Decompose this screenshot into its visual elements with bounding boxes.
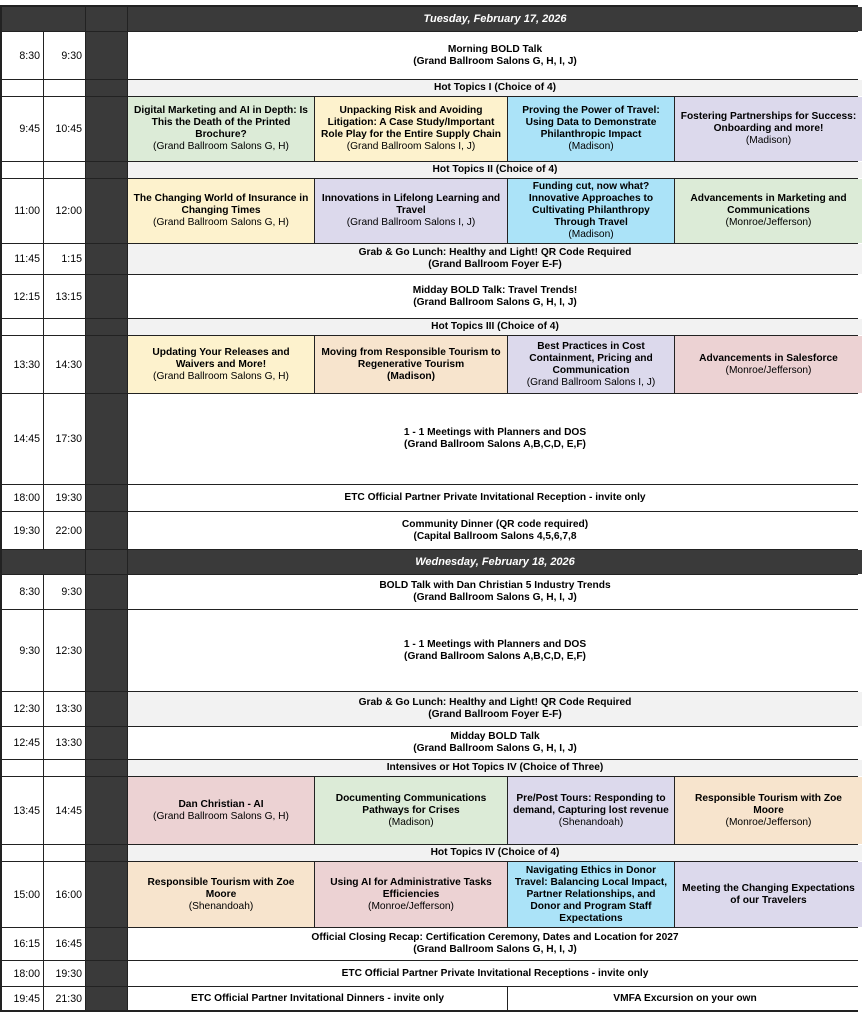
session-cell [675,777,862,844]
start-time: 19:45 [2,987,43,1010]
session-location: (Grand Ballroom Salons G, H) [153,217,289,228]
end-time: 22:00 [44,512,85,549]
divider-bar [86,32,127,79]
session-content [512,181,670,241]
start-time: 9:45 [2,97,43,161]
start-time: 18:00 [2,485,43,511]
divider-bar [86,80,127,96]
start-time: 19:30 [2,512,43,549]
session-title: Innovations in Lifelong Learning and Travel [321,193,501,216]
session-location: (Madison) [745,135,792,146]
session-content [319,877,503,913]
end-time: 12:30 [44,610,85,691]
event-content [311,932,678,956]
event-cell [128,928,862,960]
session-title: Moving from Responsible Tourism to Regenerative Tourism [321,346,501,370]
section-heading: Hot Topics IV (Choice of 4) [128,845,862,861]
session-title: Meeting the Changing Expectations of our Travelers [682,882,855,906]
divider-bar [86,394,127,484]
divider-bar [86,928,127,960]
event-location: (Grand Ballroom Salons G, H, I, J) [413,592,577,603]
session-title: Responsible Tourism with Zoe Moore [147,876,295,900]
start-time: 16:15 [2,928,43,960]
end-time: 19:30 [44,485,85,511]
session-location: (Grand Ballroom Salons G, H) [153,141,289,152]
session-location: (Shenandoah) [558,816,624,828]
session-title: Fostering Partnerships for Success: Onboarding and more! [680,111,857,134]
divider-bar [86,777,127,844]
session-content [319,193,503,229]
session-title: Documenting Communications Pathways for Crises [335,792,487,816]
session-content [319,793,503,829]
section-heading: Hot Topics I (Choice of 4) [128,80,862,96]
schedule-grid [0,5,858,1012]
session-cell [315,97,507,161]
time-start-cell [2,80,43,96]
event-content [413,731,577,755]
start-time: 12:15 [2,275,43,318]
end-time: 14:45 [44,777,85,844]
session-title: Proving the Power of Travel: Using Data to Demonstrate Philanthropic Impact [522,105,660,140]
end-time: 14:30 [44,336,85,393]
session-content [512,865,670,925]
start-time: 12:30 [2,692,43,726]
start-time: 15:00 [2,862,43,927]
event-cell [128,394,862,484]
session-content [153,799,289,823]
start-time: 11:45 [2,244,43,274]
divider-bar [86,336,127,393]
session-location: (Grand Ballroom Salons I, J) [346,141,476,152]
session-content [512,793,670,829]
event-title: Community Dinner (QR code required) [401,518,589,530]
session-title: Dan Christian - AI [178,798,264,810]
session-location: (Monroe/Jefferson) [368,900,454,912]
session-content [132,877,310,913]
time-end-cell [44,319,85,335]
session-location: (Monroe/Jefferson) [725,816,812,828]
session-cell [675,179,862,243]
session-content [319,347,503,383]
section-heading: Hot Topics II (Choice of 4) [128,162,862,178]
session-location: (Grand Ballroom Salons G, H) [153,810,289,822]
divider-bar [86,7,127,31]
day-header: Tuesday, February 17, 2026 [128,7,862,31]
event-content [404,639,586,663]
event-title: Midday BOLD Talk [450,731,540,742]
time-start-cell [2,162,43,178]
start-time: 14:45 [2,394,43,484]
session-cell [508,862,674,927]
event-location: (Grand Ballroom Foyer E-F) [428,709,562,720]
event-title: Midday BOLD Talk: Travel Trends! [412,284,578,296]
event-location: (Grand Ballroom Salons G, H, I, J) [413,55,577,67]
divider-bar [86,319,127,335]
divider-bar [86,845,127,861]
session-location: (Shenandoah) [188,900,254,912]
event-cell [128,512,862,549]
end-time: 1:15 [44,244,85,274]
session-title: Responsible Tourism with Zoe Moore [695,792,842,816]
event-location: (Grand Ballroom Salons A,B,C,D, E,F) [404,650,586,662]
header-spacer [2,550,85,574]
session-content [319,105,503,153]
event-right: VMFA Excursion on your own [508,987,862,1010]
event-location: (Grand Ballroom Foyer E-F) [428,259,562,270]
section-heading: Hot Topics III (Choice of 4) [128,319,862,335]
session-content [512,105,670,153]
start-time: 18:00 [2,961,43,986]
day-header: Wednesday, February 18, 2026 [128,550,862,574]
session-location: (Madison) [386,370,436,382]
time-start-cell [2,845,43,861]
event-title: 1 - 1 Meetings with Planners and DOS [403,638,587,650]
event-content [359,697,632,721]
start-time: 8:30 [2,32,43,79]
session-content [512,341,670,389]
event-location: (Grand Ballroom Salons G, H, I, J) [413,296,577,308]
session-cell [675,97,862,161]
event-content [359,247,632,271]
session-content [132,193,310,229]
session-cell [508,777,674,844]
session-content [699,353,838,377]
end-time: 16:45 [44,928,85,960]
event-content [379,580,610,604]
session-location: (Monroe/Jefferson) [725,217,812,228]
end-time: 9:30 [44,575,85,609]
event-location: (Grand Ballroom Salons G, H, I, J) [413,944,577,955]
session-cell [315,336,507,393]
session-title: Unpacking Risk and Avoiding Litigation: A Case Study/Important Role Play for the Entire Supply Chain [320,105,501,140]
end-time: 16:00 [44,862,85,927]
session-cell [315,777,507,844]
event-cell [128,961,862,986]
end-time: 17:30 [44,394,85,484]
session-cell [675,336,862,393]
start-time: 8:30 [2,575,43,609]
end-time: 19:30 [44,961,85,986]
event-left: ETC Official Partner Invitational Dinners - invite only [128,987,507,1010]
start-time: 11:00 [2,179,43,243]
session-title: Funding cut, now what? Innovative Approaches to Cultivating Philanthropy Through Travel [528,181,654,228]
session-title: Advancements in Marketing and Communications [690,193,847,216]
event-content [344,492,645,504]
event-content [413,285,578,309]
divider-bar [86,961,127,986]
event-cell [128,575,862,609]
time-end-cell [44,80,85,96]
event-cell [128,275,862,318]
session-location: (Monroe/Jefferson) [725,364,812,376]
event-cell [128,32,862,79]
divider-bar [86,575,127,609]
time-end-cell [44,845,85,861]
start-time: 9:30 [2,610,43,691]
event-location: (Capital Ballroom Salons 4,5,6,7,8 [413,530,577,542]
event-cell [128,610,862,691]
event-cell [128,244,862,274]
session-cell [128,777,314,844]
start-time: 13:45 [2,777,43,844]
session-title: Navigating Ethics in Donor Travel: Balancing Local Impact, Partner Relationships, and Donor and Program Staff Expectations [514,864,668,924]
divider-bar [86,727,127,759]
session-location: (Grand Ballroom Salons I, J) [526,376,656,388]
session-cell [508,97,674,161]
session-cell [315,179,507,243]
end-time: 21:30 [44,987,85,1010]
start-time: 12:45 [2,727,43,759]
session-title: Advancements in Salesforce [699,352,838,364]
divider-bar [86,987,127,1010]
divider-bar [86,275,127,318]
session-content [132,105,310,153]
event-location: (Grand Ballroom Salons G, H, I, J) [413,743,577,754]
event-content [402,519,588,543]
time-end-cell [44,760,85,776]
session-title: Pre/Post Tours: Responding to demand, Capturing lost revenue [513,792,669,816]
session-content [679,111,858,147]
divider-bar [86,692,127,726]
time-start-cell [2,319,43,335]
session-content [679,793,858,829]
session-location: (Grand Ballroom Salons I, J) [346,217,476,228]
session-title: Updating Your Releases and Waivers and More! [152,346,290,370]
divider-bar [86,485,127,511]
session-cell [675,862,862,927]
session-cell [128,862,314,927]
session-title: Best Practices in Cost Containment, Pricing and Communication [529,340,653,376]
session-location: (Madison) [568,229,614,240]
session-cell [128,179,314,243]
end-time: 13:30 [44,692,85,726]
session-location: (Madison) [568,141,614,152]
session-location: (Grand Ballroom Salons G, H) [153,370,289,382]
session-cell [128,336,314,393]
time-end-cell [44,162,85,178]
event-title: 1 - 1 Meetings with Planners and DOS [403,427,587,438]
session-cell [508,179,674,243]
divider-bar [86,162,127,178]
end-time: 10:45 [44,97,85,161]
divider-bar [86,244,127,274]
event-cell [128,485,862,511]
session-cell [508,336,674,393]
end-time: 13:30 [44,727,85,759]
divider-bar [86,760,127,776]
time-start-cell [2,760,43,776]
header-spacer [2,7,85,31]
session-content [132,347,310,383]
session-content [679,193,858,229]
event-content [342,968,649,980]
divider-bar [86,512,127,549]
session-title: Digital Marketing and AI in Depth: Is This the Death of the Printed Brochure? [134,105,308,140]
event-title: Morning BOLD Talk [447,43,543,55]
session-location: (Madison) [388,816,434,828]
event-title: Grab & Go Lunch: Healthy and Light! QR Code Required [358,247,632,258]
event-title: Official Closing Recap: Certification Ceremony, Dates and Location for 2027 [311,932,679,943]
divider-bar [86,862,127,927]
event-title: ETC Official Partner Private Invitational Receptions - invite only [341,967,649,979]
event-cell [128,727,862,759]
session-content [679,883,858,907]
session-cell [315,862,507,927]
event-title: BOLD Talk with Dan Christian 5 Industry Trends [379,580,611,591]
event-title: Grab & Go Lunch: Healthy and Light! QR Code Required [358,697,632,708]
section-heading: Intensives or Hot Topics IV (Choice of Three) [128,760,862,776]
event-cell [128,692,862,726]
divider-bar [86,179,127,243]
divider-bar [86,97,127,161]
session-title: The Changing World of Insurance in Changing Times [133,193,309,216]
event-content [413,44,577,68]
start-time: 13:30 [2,336,43,393]
end-time: 9:30 [44,32,85,79]
event-content [404,427,586,451]
divider-bar [86,550,127,574]
end-time: 12:00 [44,179,85,243]
event-title: ETC Official Partner Private Invitational Reception - invite only [344,492,646,503]
end-time: 13:15 [44,275,85,318]
divider-bar [86,610,127,691]
event-location: (Grand Ballroom Salons A,B,C,D, E,F) [404,439,586,450]
session-cell [128,97,314,161]
session-title: Using AI for Administrative Tasks Efficiencies [330,876,492,900]
